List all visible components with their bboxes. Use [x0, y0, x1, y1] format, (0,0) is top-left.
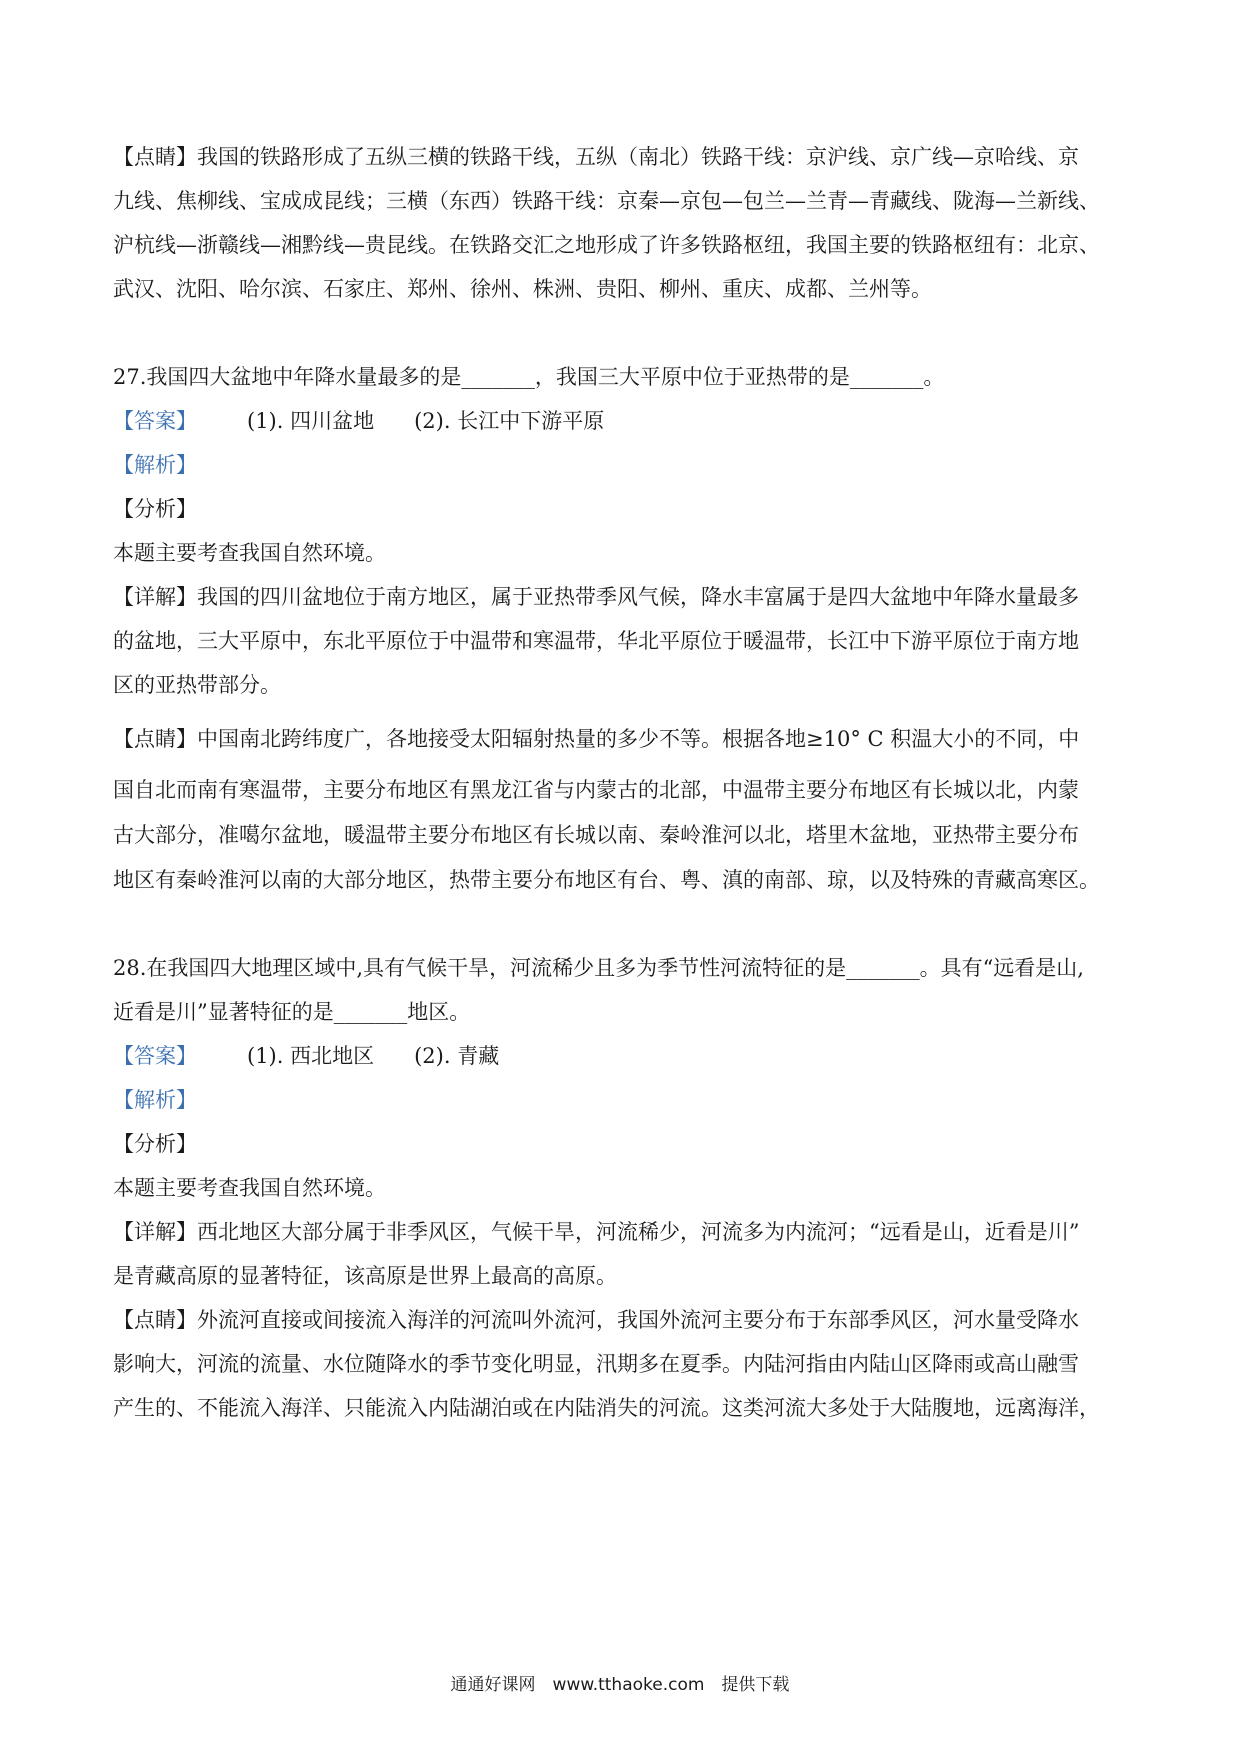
q28-xiangjie-line-1: 【详解】西北地区大部分属于非季风区，气候干旱，河流稀少，河流多为内流河；“远看是山，近看是川”: [113, 1220, 1080, 1244]
q27-xiangjie-line-3: 区的亚热带部分。: [113, 673, 281, 697]
q28-answer: [113, 1041, 1133, 1071]
q27-answer-2: (2). 长江中下游平原: [414, 409, 605, 433]
q28-answer-tag: 【答案】: [113, 1044, 197, 1068]
q27-answer-1: (1). 四川盆地: [247, 409, 375, 433]
q26-dianjing-line-4: 武汉、沈阳、哈尔滨、石家庄、郑州、徐州、株洲、贵阳、柳州、重庆、成都、兰州等。: [113, 277, 932, 301]
q27-xiangjie-tag: 【详解】: [113, 585, 197, 609]
q27-jiexi-tag: 【解析】: [113, 453, 197, 477]
q28-fenxi-text: 本题主要考查我国自然环境。: [113, 1176, 386, 1200]
q28-dianjing-line-2: 影响大，河流的流量、水位随降水的季节变化明显，汛期多在夏季。内陆河指由内陆山区降雨或高山融雪: [113, 1352, 1079, 1376]
q28-xiangjie-line-2: 是青藏高原的显著特征，该高原是世界上最高的高原。: [113, 1264, 617, 1288]
q27-xiangjie-line-1: 【详解】我国的四川盆地位于南方地区，属于亚热带季风气候，降水丰富属于是四大盆地中年降水量最多: [113, 585, 1079, 609]
q28-answer-1: (1). 西北地区: [247, 1044, 375, 1068]
q28-fenxi-tag: 【分析】: [113, 1132, 197, 1156]
q27-dianjing-line-3: 古大部分，准噶尔盆地，暖温带主要分布地区有长城以南、秦岭淮河以北，塔里木盆地，亚热带主要分布: [113, 823, 1079, 847]
page-footer: 通通好课网 www.tthaoke.com 提供下载: [450, 1675, 790, 1695]
q27-dianjing-line-2: 国自北而南有寒温带，主要分布地区有黑龙江省与内蒙古的北部，中温带主要分布地区有长城以北，内蒙: [113, 778, 1079, 802]
q27-fenxi-text: 本题主要考查我国自然环境。: [113, 541, 386, 565]
q28-xiangjie-tag: 【详解】: [113, 1220, 197, 1244]
q28-dianjing-tag: 【点睛】: [113, 1308, 197, 1332]
q27-dianjing-line-1: 【点睛】中国南北跨纬度广，各地接受太阳辐射热量的多少不等。根据各地≥10° C 积温大小的不同，中: [113, 727, 1080, 751]
q27-question: 27.我国四大盆地中年降水量最多的是_______，我国三大平原中位于亚热带的是_______。: [113, 365, 945, 389]
q27-answer-tag: 【答案】: [113, 409, 197, 433]
q27-answer: [113, 406, 1133, 436]
q28-question-line-2: 近看是川”显著特征的是_______地区。: [113, 1000, 471, 1024]
q26-dianjing-line-3: 沪杭线—浙赣线—湘黔线—贵昆线。在铁路交汇之地形成了许多铁路枢纽，我国主要的铁路枢纽有：北京、: [113, 233, 1100, 257]
q26-dianjing-line-1: 【点睛】我国的铁路形成了五纵三横的铁路干线，五纵（南北）铁路干线：京沪线、京广线—京哈线、京: [113, 145, 1079, 169]
q27-dianjing-line-4: 地区有秦岭淮河以南的大部分地区，热带主要分布地区有台、粤、滇的南部、琼，以及特殊的青藏高寒区。: [113, 868, 1100, 892]
q28-question-line-1: 28.在我国四大地理区域中,具有气候干旱，河流稀少且多为季节性河流特征的是_______。具有“远看是山,: [113, 956, 1084, 980]
q27-xiangjie-line-2: 的盆地，三大平原中，东北平原位于中温带和寒温带，华北平原位于暖温带，长江中下游平原位于南方地: [113, 629, 1079, 653]
q28-answer-2: (2). 青藏: [414, 1044, 500, 1068]
q28-dianjing-line-3: 产生的、不能流入海洋、只能流入内陆湖泊或在内陆消失的河流。这类河流大多处于大陆腹地，远离海洋，: [113, 1396, 1100, 1420]
q27-dianjing-tag: 【点睛】: [113, 727, 197, 751]
q27-fenxi-tag: 【分析】: [113, 497, 197, 521]
q28-dianjing-line-1: 【点睛】外流河直接或间接流入海洋的河流叫外流河，我国外流河主要分布于东部季风区，河水量受降水: [113, 1308, 1079, 1332]
q28-jiexi-tag: 【解析】: [113, 1088, 197, 1112]
q26-dianjing-line-2: 九线、焦柳线、宝成成昆线；三横（东西）铁路干线：京秦—京包—包兰—兰青—青藏线、陇海—兰新线、: [113, 189, 1100, 213]
q26-dianjing-tag: 【点睛】: [113, 145, 197, 169]
